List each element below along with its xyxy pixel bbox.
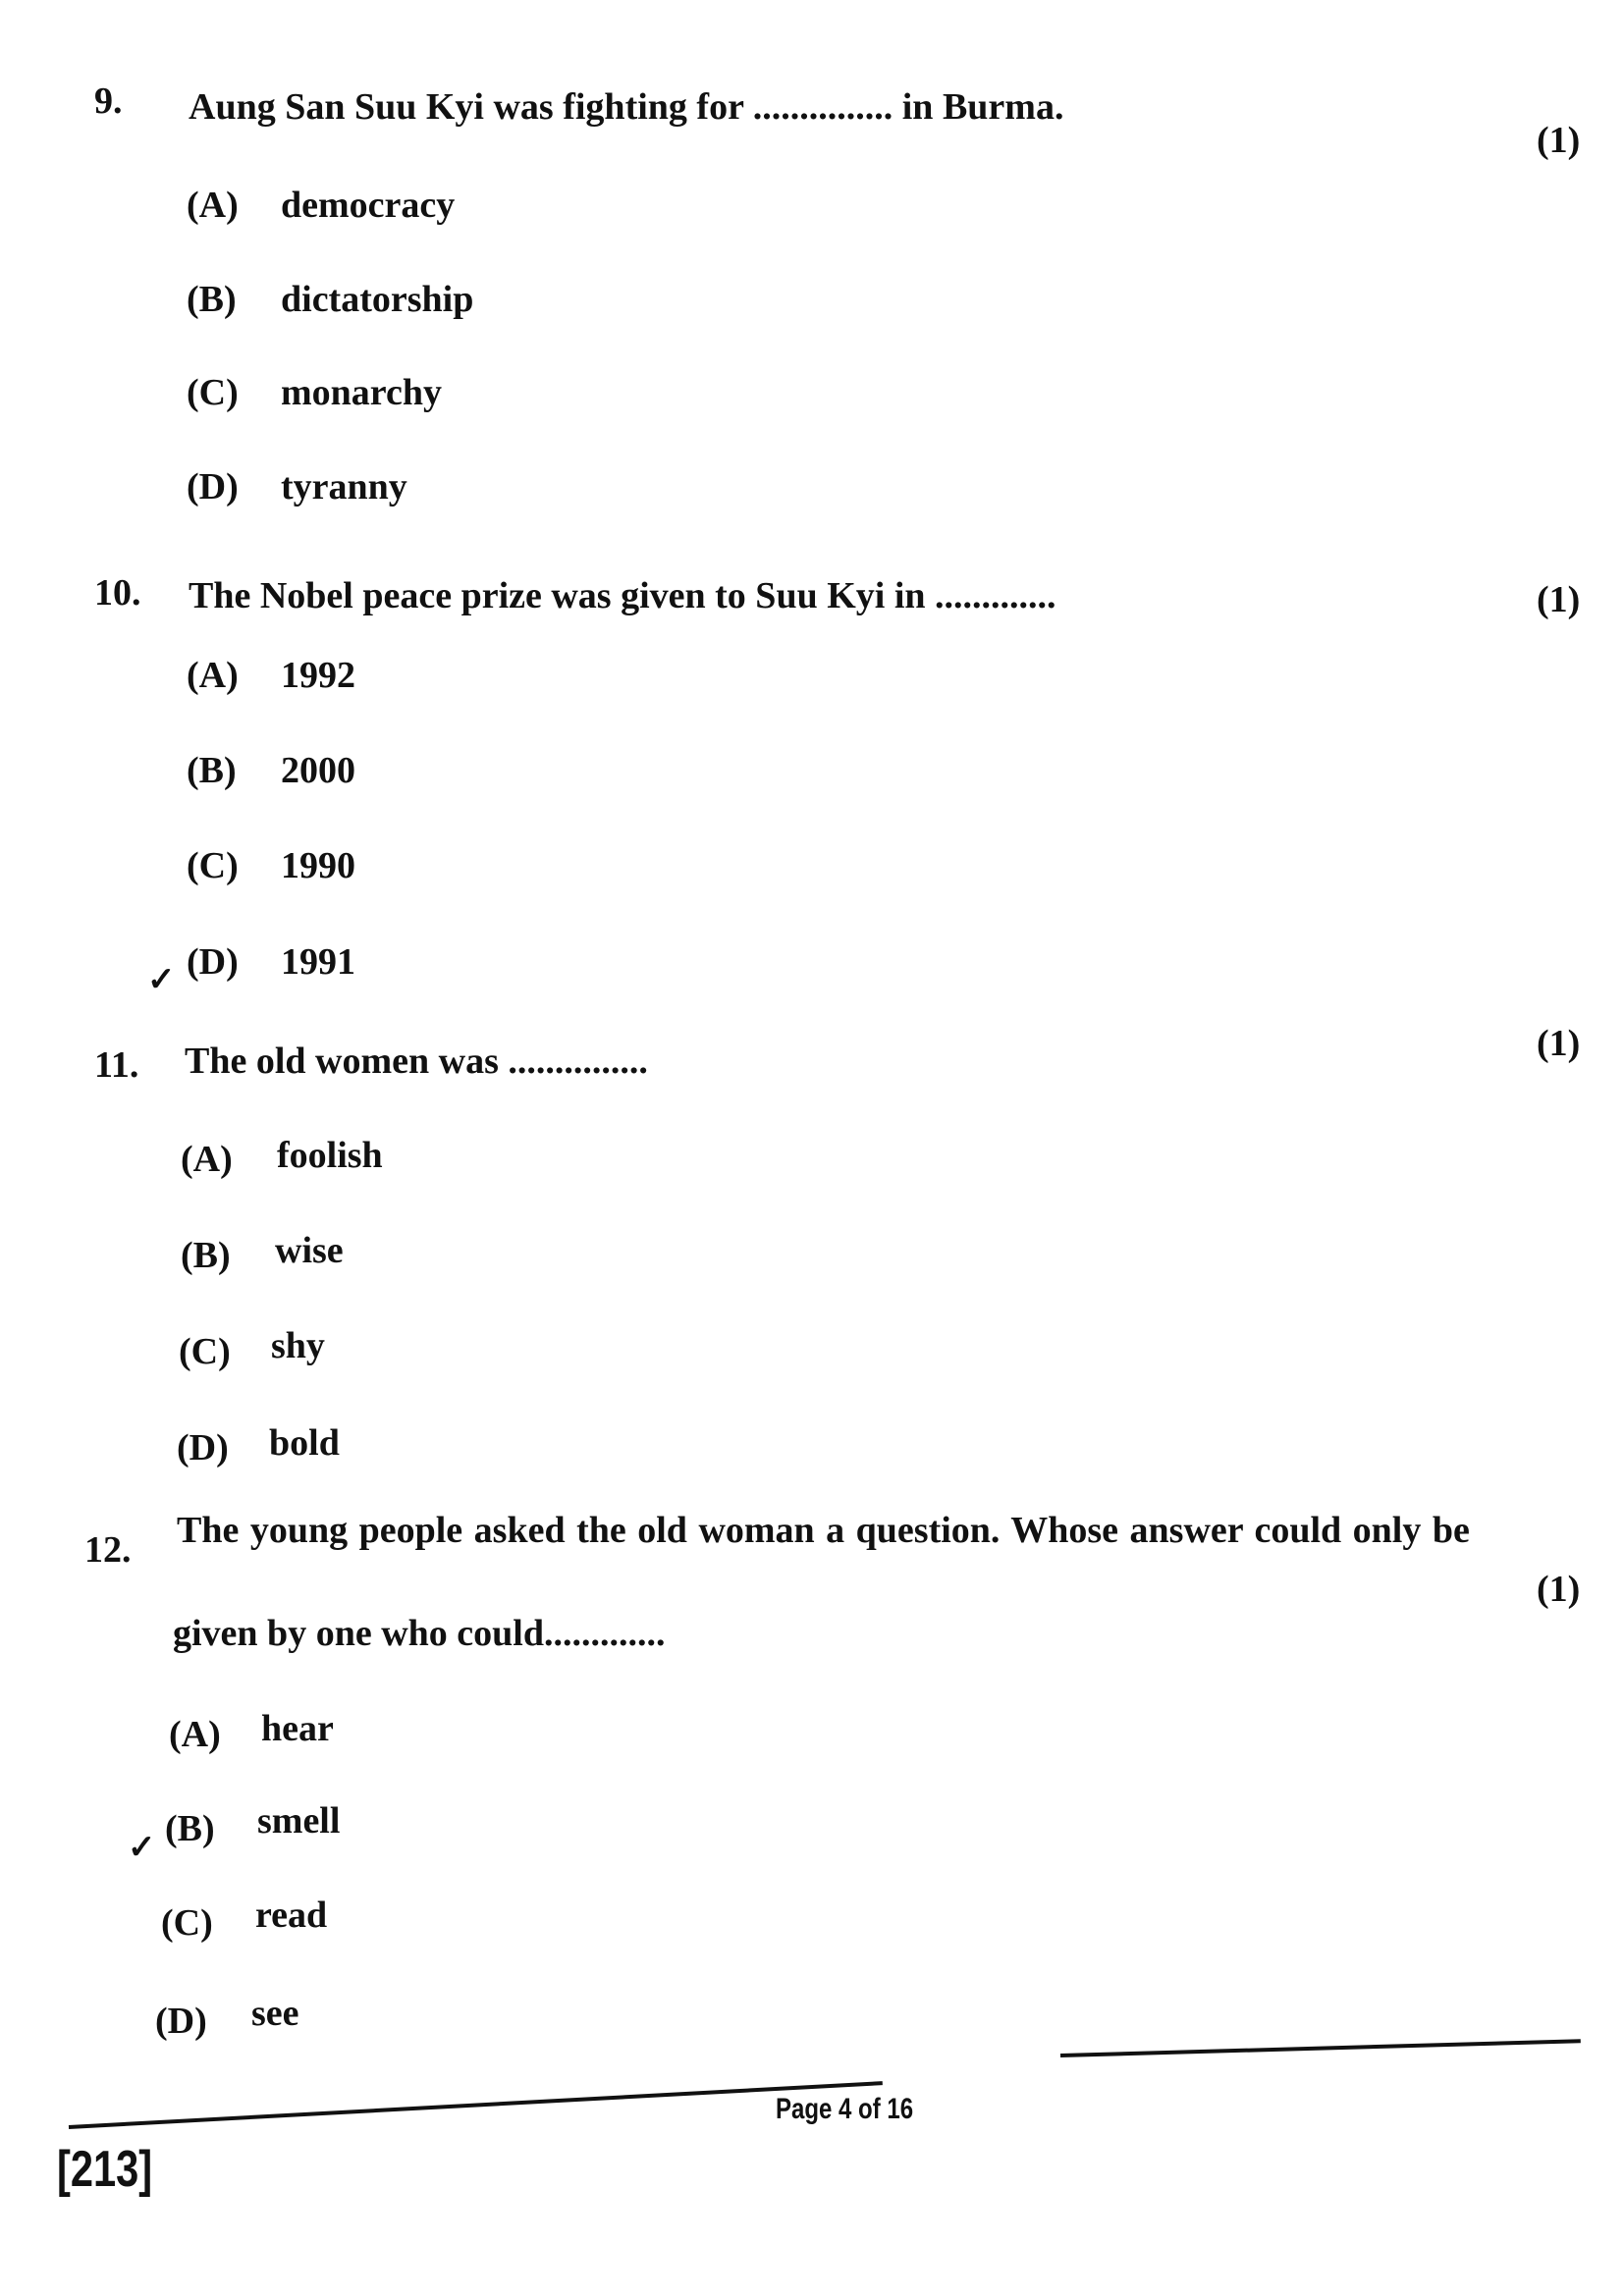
option-label: (A) — [169, 1714, 221, 1755]
option-label: (C) — [179, 1331, 231, 1372]
option-label: (D) — [187, 466, 239, 507]
option-text: dictatorship — [281, 279, 474, 320]
option-text: 1992 — [281, 655, 355, 696]
option-text: tyranny — [281, 466, 407, 507]
question-text: The Nobel peace prize was given to Suu Kyi in ............. — [189, 575, 1056, 616]
option-label: (B) — [181, 1235, 231, 1276]
checkmark-icon: ✓ — [128, 1830, 156, 1866]
option-label: (D) — [155, 2001, 207, 2042]
footer-rule-right — [1060, 2039, 1581, 2057]
question-text: The young people asked the old woman a question. Whose answer could only be — [177, 1510, 1470, 1551]
option-label: (C) — [187, 845, 239, 886]
option-text: see — [251, 1993, 299, 2034]
option-text: bold — [269, 1422, 340, 1464]
option-text: smell — [257, 1800, 341, 1842]
footer-rule-left — [69, 2081, 883, 2129]
question-number: 10. — [94, 572, 141, 614]
option-text: democracy — [281, 185, 456, 226]
option-label: (C) — [187, 372, 239, 413]
option-label: (B) — [187, 279, 237, 320]
checkmark-icon: ✓ — [147, 962, 176, 998]
question-marks: (1) — [1537, 579, 1581, 620]
option-text: 2000 — [281, 750, 355, 791]
option-label: (A) — [181, 1139, 233, 1180]
option-text: 1991 — [281, 941, 355, 983]
option-text: shy — [271, 1325, 325, 1366]
page-number: Page 4 of 16 — [776, 2093, 914, 2125]
question-number: 11. — [94, 1044, 139, 1086]
option-text: foolish — [277, 1135, 383, 1176]
option-label: (A) — [187, 185, 239, 226]
option-label: (A) — [187, 655, 239, 696]
question-text: The old women was ............... — [185, 1041, 648, 1082]
option-text: wise — [275, 1230, 344, 1271]
question-marks: (1) — [1537, 1569, 1581, 1610]
question-marks: (1) — [1537, 1023, 1581, 1064]
option-label: (C) — [161, 1902, 213, 1944]
option-text: read — [255, 1895, 328, 1936]
question-text: Aung San Suu Kyi was fighting for ............... in Burma. — [189, 86, 1064, 128]
option-label: (B) — [187, 750, 237, 791]
option-text: 1990 — [281, 845, 355, 886]
option-label: (D) — [187, 941, 239, 983]
paper-code: [213] — [57, 2141, 153, 2198]
option-text: monarchy — [281, 372, 442, 413]
question-number: 12. — [84, 1529, 132, 1571]
option-text: hear — [261, 1708, 334, 1749]
question-number: 9. — [94, 80, 123, 122]
option-label: (D) — [177, 1427, 229, 1468]
option-label: (B) — [165, 1808, 215, 1849]
question-marks: (1) — [1537, 120, 1581, 161]
question-text-continued: given by one who could............. — [173, 1613, 666, 1654]
